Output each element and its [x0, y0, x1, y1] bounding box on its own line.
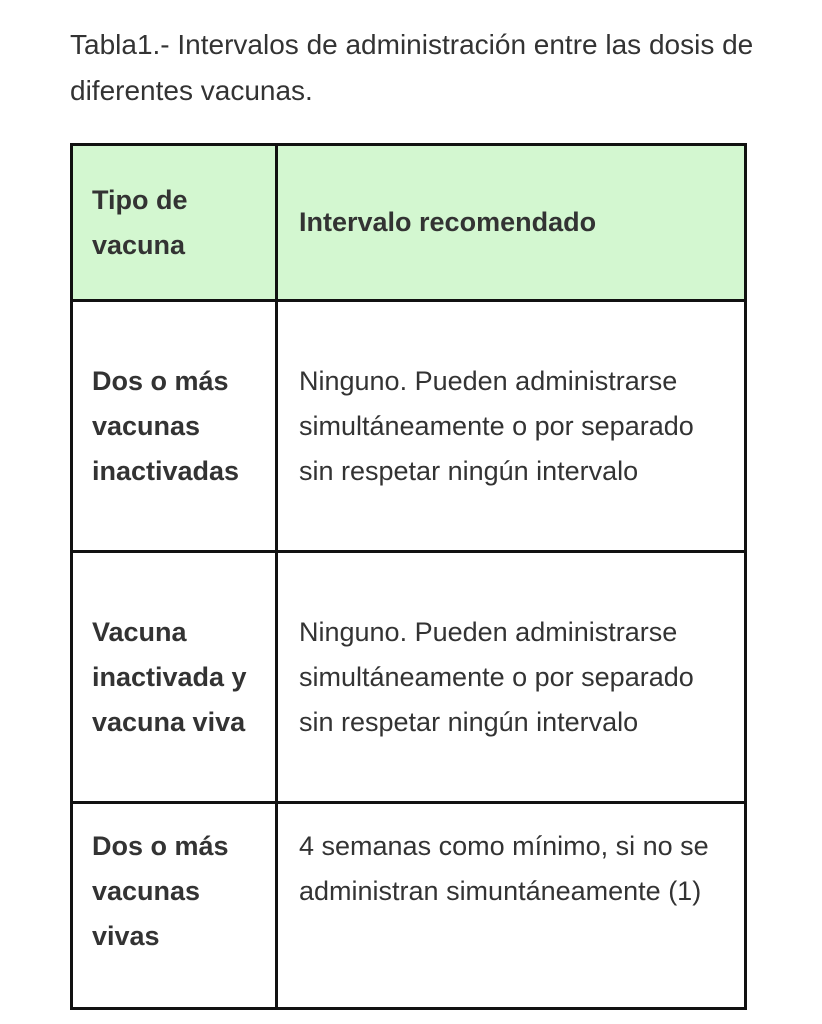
- interval-cell: Ninguno. Pueden administrarse simultáneamente o por separado sin respetar ningún intervalo: [277, 552, 746, 803]
- table-row: [72, 803, 746, 1009]
- vaccine-type-cell: Dos o más vacunas vivas: [72, 803, 277, 1009]
- interval-cell: 4 semanas como mínimo, si no se administran simuntáneamente (1): [277, 803, 746, 1009]
- header-vaccine-type: Tipo de vacuna: [72, 145, 277, 301]
- table-row: [72, 552, 746, 803]
- vaccine-type-cell: Vacuna inactivada y vacuna viva: [72, 552, 277, 803]
- table-header-row: [72, 145, 746, 301]
- table-row: [72, 301, 746, 552]
- vaccine-interval-table: [70, 143, 747, 1010]
- table-caption: Tabla1.- Intervalos de administración entre las dosis de diferentes vacunas.: [70, 29, 754, 106]
- header-recommended-interval: Intervalo recomendado: [277, 145, 746, 301]
- vaccine-type-cell: Dos o más vacunas inactivadas: [72, 301, 277, 552]
- interval-cell: Ninguno. Pueden administrarse simultáneamente o por separado sin respetar ningún intervalo: [277, 301, 746, 552]
